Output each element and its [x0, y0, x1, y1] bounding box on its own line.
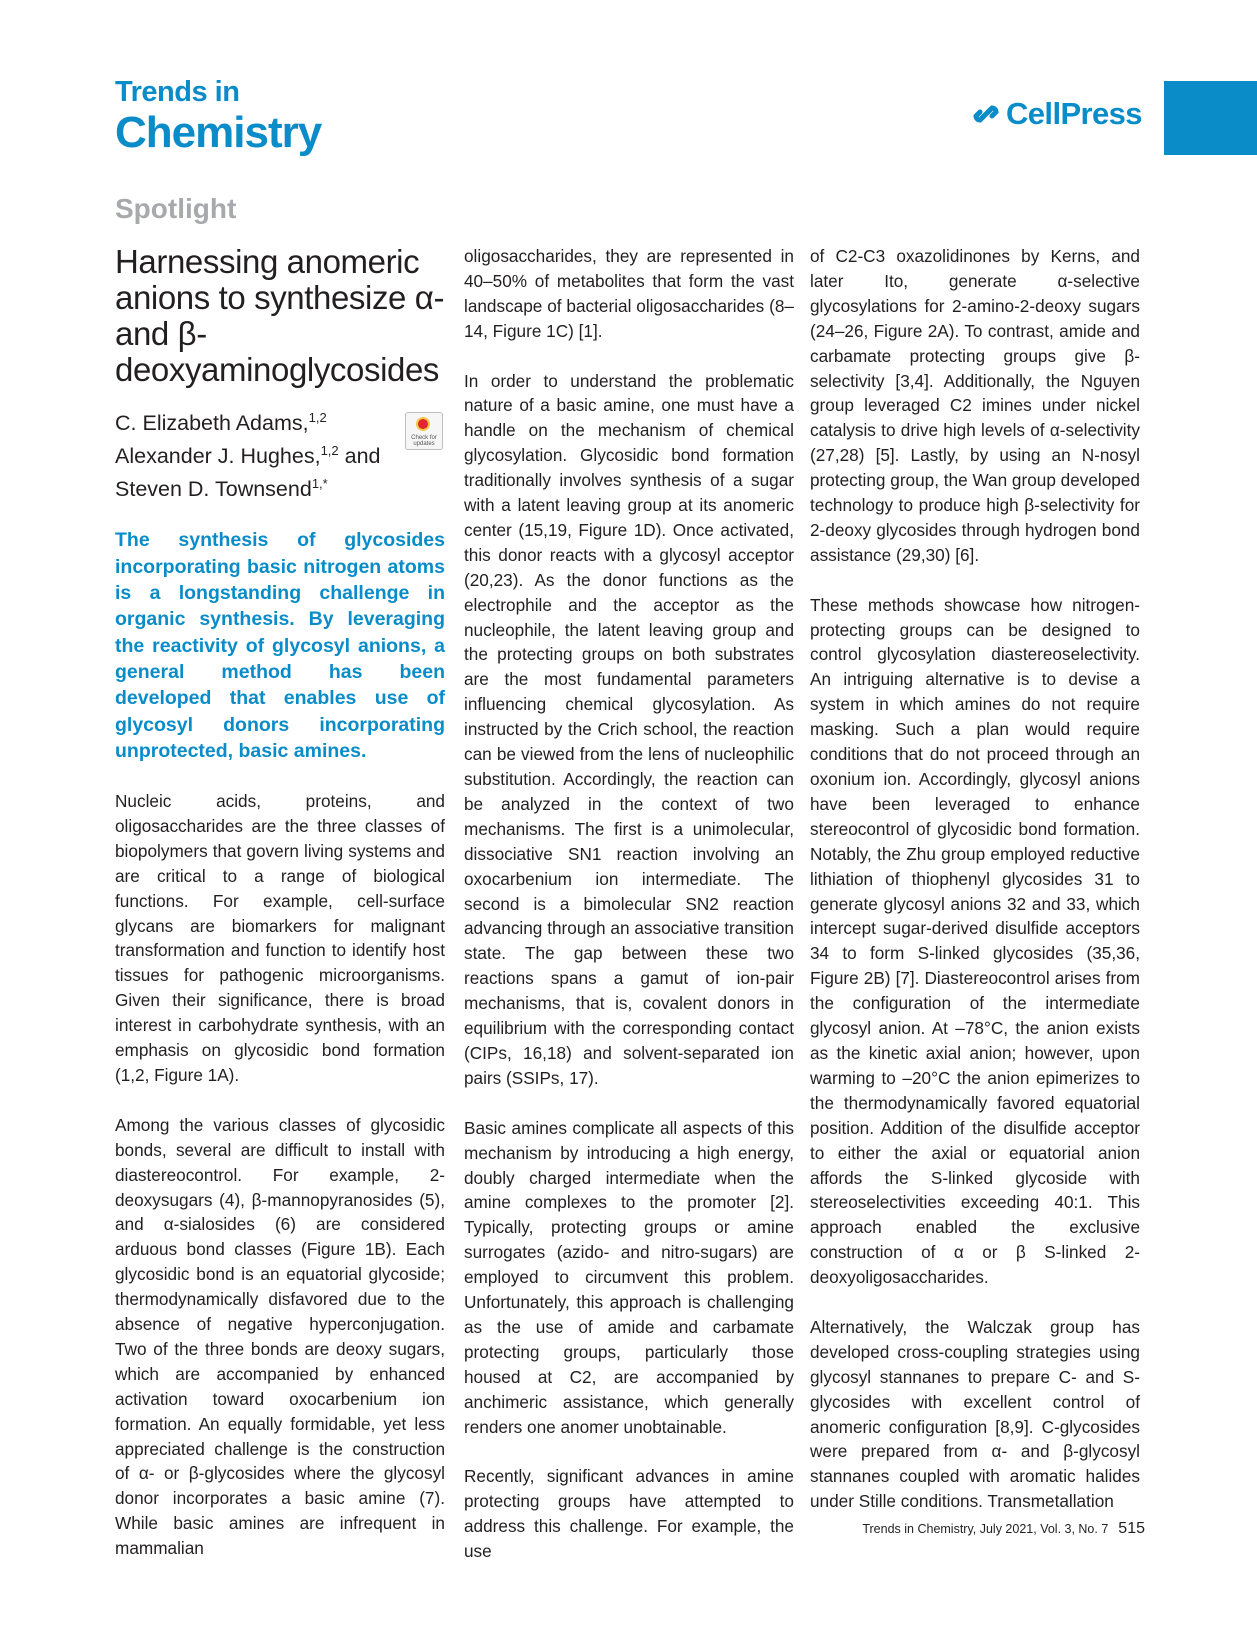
abstract: The synthesis of glycosides incorporating basic nitrogen atoms is a longstanding challenge in organic synthesis. By leveraging the reactivity of glycosyl anions, a general method has been developed that enables use of glycosyl donors incorporating unprotected, basic amines. [115, 529, 445, 762]
paragraph: These methods showcase how nitrogen-protecting groups can be designed to control glycosylation diastereoselectivity. An intriguing alternative is to devise a system in which amines do not require masking. Such a plan would require conditions that do not proceed through an oxonium ion. Accordingly, glycosyl anions have been leveraged to enhance stereocontrol of glycosidic bond formation. Notably, the Zhu group employed reductive lithiation of thiophenyl glycosides 31 to generate glycosyl anions 32 and 33, which intercept sugar-derived disulfide acceptors 34 to form S-linked glycosides (35,36, Figure 2B) [7]. Diastereocontrol arises from the configuration of the intermediate glycosyl anion. At –78°C, the anion exists as the kinetic axial anion; however, upon warming to –20°C the anion epimerizes to the thermodynamically favored equatorial position. Addition of the disulfide acceptor to either the axial or equatorial anion affords the S-linked glycoside with stereoselectivities exceeding 40:1. This approach enabled the exclusive construction of α or β S-linked 2-deoxyoligosaccharides. [810, 594, 1140, 1288]
author-affiliation: 1,2 [308, 410, 327, 425]
paragraph: Recently, significant advances in amine protecting groups have attempted to address this challenge. For example, the use [464, 1466, 794, 1562]
check-for-updates-badge[interactable] [405, 412, 443, 450]
journal-name-line2: Chemistry [115, 108, 322, 157]
author-conjunction: and [338, 444, 381, 469]
header-blue-tab [1164, 81, 1257, 155]
paragraph: oligosaccharides, they are represented in 40–50% of metabolites that form the vast landscape of bacterial oligosaccharides (8–14, Figure 1C) [1]. [464, 246, 794, 341]
check-updates-label: Check for updates [411, 435, 437, 447]
article-title: Harnessing anomeric anions to synthesize α- and β-deoxyaminoglycosides [115, 243, 445, 388]
column-1 [115, 244, 445, 1586]
author-affiliation: 1,2 [320, 443, 339, 459]
author-name: Alexander J. Hughes, [115, 444, 321, 469]
page-number: 515 [1118, 1520, 1145, 1537]
page-footer [855, 1520, 1145, 1538]
publisher-name: CellPress [1006, 96, 1142, 131]
journal-logo [115, 78, 321, 155]
paragraph: Among the various classes of glycosidic bonds, several are difficult to install with diastereocontrol. For example, 2-deoxysugars (4), β-mannopyranosides (5), and α-sialosides (6) are considered arduous bond classes (Figure 1B). Each glycosidic bond is an equatorial glycoside; thermodynamically disfavored due to the absence of negative hyperconjugation. Two of the three bonds are deoxy sugars, which are accompanied by enhanced activation toward oxocarbenium ion formation. An equally formidable, yet less appreciated challenge is the construction of α- or β-glycosides where the glycosyl donor incorporates a basic amine (7). While basic amines are infrequent in mammalian [115, 1114, 445, 1559]
check-updates-icon [416, 417, 430, 431]
paragraph: In order to understand the problematic nature of a basic amine, one must have a handle on the mechanism of chemical glycosylation. Glycosidic bond formation traditionally involves synthesis of a sugar with a latent leaving group at its anomeric center (15,19, Figure 1D). Once activated, this donor reacts with a glycosyl acceptor (20,23). As the donor functions as the electrophile and the acceptor as the nucleophile, the latent leaving group and the protecting groups on both substrates are the most fundamental parameters influencing chemical glycosylation. As instructed by the Crich school, the reaction can be viewed from the lens of nucleophilic substitution. Accordingly, the reaction can be analyzed in the context of two mechanisms. The first is a unimolecular, dissociative SN1 reaction involving an oxocarbenium ion intermediate. The second is a bimolecular SN2 reaction advancing through an associative transition state. The gap between these two reactions spans a gamut of ion-pair mechanisms, that is, covalent donors in equilibrium with the corresponding contact (CIPs, 16,18) and solvent-separated ion pairs (SSIPs, 17). [464, 370, 794, 1088]
paragraph: of C2-C3 oxazolidinones by Kerns, and later Ito, generate α-selective glycosylations for 2-amino-2-deoxy sugars (24–26, Figure 2A). To contrast, amide and carbamate protecting groups give β-selectivity [3,4]. Additionally, the Nguyen group leveraged C2 imines under nickel catalysis to drive high levels of α-selectivity (27,28) [5]. Lastly, by using an N-nosyl protecting group, the Wan group developed technology to produce high β-selectivity for 2-deoxy glycosides through hydrogen bond assistance (29,30) [6]. [810, 246, 1140, 565]
author-affiliation: 1,* [311, 476, 328, 492]
section-label: Spotlight [115, 193, 237, 224]
journal-name-line1: Trends in [115, 76, 240, 108]
paragraph: Alternatively, the Walczak group has developed cross-coupling strategies using glycosyl stannanes to prepare C- and S-glycosides with excellent control of anomeric configuration [8,9]. C-glycosides were prepared from α- and β-glycosyl stannanes coupled with aromatic halides under Stille conditions. Transmetallation [810, 1316, 1140, 1512]
column-2 [464, 244, 794, 1589]
paragraph: Basic amines complicate all aspects of this mechanism by introducing a high energy, doubly charged intermediate when the amine complexes to the promoter [2]. Typically, protecting groups or amine surrogates (azido- and nitro-sugars) are employed to circumvent this problem. Unfortunately, this approach is challenging as the use of amide and carbamate protecting groups, particularly those housed at C2, are accompanied by anchimeric assistance, which generally renders one anomer unobtainable. [464, 1117, 794, 1437]
column-3 [810, 244, 1140, 1539]
publisher-logo [971, 96, 1142, 132]
journal-citation: Trends in Chemistry, July 2021, Vol. 3, No. 7 [862, 1522, 1109, 1536]
author-list [115, 404, 445, 503]
author-name: Steven D. Townsend [115, 477, 312, 502]
paragraph: Nucleic acids, proteins, and oligosaccharides are the three classes of biopolymers that govern living systems and are critical to a range of biological functions. For example, cell-surface glycans are biomarkers for malignant transformation and function to identify host tissues for pathogenic microorganisms. Given their significance, there is broad interest in carbohydrate synthesis, with an emphasis on glycosidic bond formation (1,2, Figure 1A). [115, 791, 445, 1085]
author-name: C. Elizabeth Adams, [115, 411, 309, 436]
cellpress-link-icon [971, 99, 1001, 129]
